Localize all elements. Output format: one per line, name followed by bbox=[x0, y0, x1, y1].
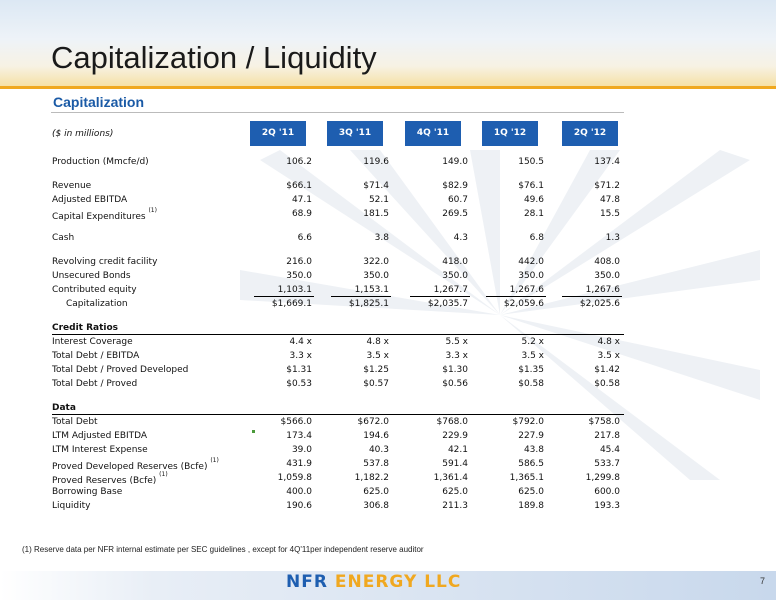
table-cell: 3.3 x bbox=[289, 351, 312, 361]
row-label-text: Unsecured Bonds bbox=[52, 271, 131, 281]
column-header: 3Q '11 bbox=[327, 121, 383, 146]
row-label-text: Production (Mmcfe/d) bbox=[52, 157, 149, 167]
row-label-text: Data bbox=[52, 403, 76, 413]
table-cell: 45.4 bbox=[599, 445, 620, 455]
company-logo bbox=[286, 572, 461, 592]
table-cell: 42.1 bbox=[447, 445, 468, 455]
table-cell: 68.9 bbox=[291, 209, 312, 219]
header-rule bbox=[0, 86, 776, 89]
table-cell: 40.3 bbox=[368, 445, 389, 455]
table-cell: $792.0 bbox=[512, 417, 544, 427]
table-cell: 591.4 bbox=[442, 459, 468, 469]
table-cell: 1,299.8 bbox=[585, 473, 620, 483]
table-cell: 4.4 x bbox=[289, 337, 312, 347]
row-label bbox=[52, 269, 131, 283]
row-label-text: Total Debt / EBITDA bbox=[52, 351, 140, 361]
table-cell: 431.9 bbox=[286, 459, 312, 469]
table-row bbox=[52, 335, 624, 349]
row-label bbox=[52, 155, 149, 169]
table-cell: $71.4 bbox=[363, 181, 389, 191]
section-title: Capitalization bbox=[53, 94, 145, 110]
table-cell: 442.0 bbox=[518, 257, 544, 267]
table-cell: 173.4 bbox=[286, 431, 312, 441]
table-cell: 1.3 bbox=[605, 233, 620, 243]
table-row bbox=[52, 193, 624, 207]
row-label-text: Total Debt / Proved Developed bbox=[52, 365, 189, 375]
units-label: ($ in millions) bbox=[52, 129, 114, 139]
table-cell: 47.8 bbox=[599, 195, 620, 205]
table-cell: $1.35 bbox=[518, 365, 544, 375]
table-row bbox=[52, 457, 624, 471]
table-row bbox=[52, 363, 624, 377]
row-label bbox=[52, 429, 147, 443]
table-row bbox=[52, 377, 624, 391]
table-cell: 60.7 bbox=[447, 195, 468, 205]
table-cell: $2,035.7 bbox=[427, 299, 468, 309]
subtotal-rule bbox=[486, 296, 546, 297]
logo-nfr: NFR bbox=[286, 572, 328, 592]
table-cell: 1,267.6 bbox=[509, 285, 544, 295]
table-cell: 119.6 bbox=[363, 157, 389, 167]
table-row bbox=[52, 321, 624, 335]
table-cell: 28.1 bbox=[523, 209, 544, 219]
logo-energy: ENERGY LLC bbox=[334, 572, 462, 592]
page-number: 7 bbox=[760, 576, 766, 586]
subtotal-rule bbox=[562, 296, 622, 297]
table-row bbox=[52, 283, 624, 297]
table-cell: 1,059.8 bbox=[277, 473, 312, 483]
row-label bbox=[52, 255, 157, 269]
table-cell: 137.4 bbox=[594, 157, 620, 167]
section-rule bbox=[52, 334, 624, 335]
table-cell: 1,361.4 bbox=[433, 473, 468, 483]
table-cell: $0.58 bbox=[518, 379, 544, 389]
table-cell: 217.8 bbox=[594, 431, 620, 441]
table-cell: $1.31 bbox=[286, 365, 312, 375]
table-cell: $76.1 bbox=[518, 181, 544, 191]
row-label-text: Proved Reserves (Bcfe) bbox=[52, 476, 157, 486]
row-label bbox=[52, 377, 137, 391]
table-cell: 5.2 x bbox=[521, 337, 544, 347]
table-cell: $71.2 bbox=[594, 181, 620, 191]
slide-title: Capitalization / Liquidity bbox=[51, 40, 377, 75]
table-cell: 47.1 bbox=[291, 195, 312, 205]
row-label-text: LTM Interest Expense bbox=[52, 445, 148, 455]
table-cell: 1,103.1 bbox=[277, 285, 312, 295]
table-cell: $758.0 bbox=[588, 417, 620, 427]
table-row bbox=[52, 443, 624, 457]
row-label bbox=[52, 349, 139, 363]
table-cell: 4.8 x bbox=[366, 337, 389, 347]
table-cell: 194.6 bbox=[363, 431, 389, 441]
row-label-text: Liquidity bbox=[52, 501, 91, 511]
table-cell: 39.0 bbox=[291, 445, 312, 455]
table-cell: 229.9 bbox=[442, 431, 468, 441]
footnote-ref: (1) bbox=[159, 471, 168, 478]
table-cell: 193.3 bbox=[594, 501, 620, 511]
row-label bbox=[52, 193, 127, 207]
table-cell: 400.0 bbox=[286, 487, 312, 497]
column-header: 2Q '12 bbox=[562, 121, 618, 146]
table-cell: 350.0 bbox=[363, 271, 389, 281]
table-cell: 4.3 bbox=[453, 233, 468, 243]
column-header: 2Q '11 bbox=[250, 121, 306, 146]
row-label-text: Contributed equity bbox=[52, 285, 137, 295]
table-row bbox=[52, 429, 624, 443]
table-cell: 189.8 bbox=[518, 501, 544, 511]
row-label-text: Borrowing Base bbox=[52, 487, 123, 497]
table-cell: $1,825.1 bbox=[348, 299, 389, 309]
table-cell: 150.5 bbox=[518, 157, 544, 167]
table-cell: 49.6 bbox=[523, 195, 544, 205]
table-row bbox=[52, 471, 624, 485]
table-cell: 350.0 bbox=[442, 271, 468, 281]
table-cell: $768.0 bbox=[436, 417, 468, 427]
table-row bbox=[52, 255, 624, 269]
table-cell: 533.7 bbox=[594, 459, 620, 469]
table-row bbox=[52, 349, 624, 363]
section-rule bbox=[52, 414, 624, 415]
table-cell: $82.9 bbox=[442, 181, 468, 191]
table-cell: $0.53 bbox=[286, 379, 312, 389]
table-cell: 350.0 bbox=[518, 271, 544, 281]
row-label-text: Capitalization bbox=[66, 299, 128, 309]
table-row bbox=[52, 485, 624, 499]
row-label bbox=[52, 363, 188, 377]
row-label bbox=[66, 297, 128, 311]
row-label bbox=[52, 231, 74, 245]
section-rule bbox=[51, 112, 624, 113]
table-cell: $672.0 bbox=[357, 417, 389, 427]
column-header: 1Q '12 bbox=[482, 121, 538, 146]
row-label-text: Total Debt bbox=[52, 417, 98, 427]
column-header: 4Q '11 bbox=[405, 121, 461, 146]
table-row bbox=[52, 297, 624, 311]
row-label-text: Revolving credit facility bbox=[52, 257, 158, 267]
table-row bbox=[52, 231, 624, 245]
row-label bbox=[52, 485, 122, 499]
table-cell: 5.5 x bbox=[445, 337, 468, 347]
table-cell: $566.0 bbox=[280, 417, 312, 427]
row-label-text: Cash bbox=[52, 233, 75, 243]
table-cell: 625.0 bbox=[442, 487, 468, 497]
table-cell: 1,365.1 bbox=[509, 473, 544, 483]
table-cell: 408.0 bbox=[594, 257, 620, 267]
table-cell: $1.42 bbox=[594, 365, 620, 375]
table-cell: 306.8 bbox=[363, 501, 389, 511]
subtotal-rule bbox=[331, 296, 391, 297]
table-cell: 6.8 bbox=[529, 233, 544, 243]
row-label-text: LTM Adjusted EBITDA bbox=[52, 431, 148, 441]
row-label-text: Adjusted EBITDA bbox=[52, 195, 128, 205]
table-cell: 1,182.2 bbox=[354, 473, 389, 483]
table-cell: 3.5 x bbox=[521, 351, 544, 361]
table-cell: 600.0 bbox=[594, 487, 620, 497]
table-cell: 181.5 bbox=[363, 209, 389, 219]
table-cell: $0.57 bbox=[363, 379, 389, 389]
row-label-text: Interest Coverage bbox=[52, 337, 133, 347]
row-label bbox=[52, 207, 157, 224]
row-label bbox=[52, 321, 118, 335]
table-cell: 106.2 bbox=[286, 157, 312, 167]
table-cell: 1,267.7 bbox=[433, 285, 468, 295]
table-row bbox=[52, 499, 624, 513]
row-label bbox=[52, 443, 148, 457]
table-cell: 43.8 bbox=[523, 445, 544, 455]
table-cell: 190.6 bbox=[286, 501, 312, 511]
table-cell: 537.8 bbox=[363, 459, 389, 469]
row-label bbox=[52, 335, 133, 349]
table-cell: 586.5 bbox=[518, 459, 544, 469]
table-row bbox=[52, 415, 624, 429]
row-label-text: Revenue bbox=[52, 181, 92, 191]
table-cell: 149.0 bbox=[442, 157, 468, 167]
subtotal-rule bbox=[410, 296, 470, 297]
table-cell: $0.56 bbox=[442, 379, 468, 389]
table-cell: 350.0 bbox=[594, 271, 620, 281]
row-label bbox=[52, 499, 91, 513]
table-cell: 4.8 x bbox=[597, 337, 620, 347]
row-label-text: Credit Ratios bbox=[52, 323, 119, 333]
table-row bbox=[52, 207, 624, 221]
row-label-text: Capital Expenditures bbox=[52, 212, 146, 222]
table-cell: $2,059.6 bbox=[503, 299, 544, 309]
row-label bbox=[52, 179, 91, 193]
row-label bbox=[52, 283, 137, 297]
table-cell: $0.58 bbox=[594, 379, 620, 389]
table-cell: 1,153.1 bbox=[354, 285, 389, 295]
footnote-ref: (1) bbox=[210, 457, 219, 464]
green-marker bbox=[252, 430, 255, 433]
table-cell: $1,669.1 bbox=[271, 299, 312, 309]
table-cell: 3.5 x bbox=[366, 351, 389, 361]
row-label bbox=[52, 401, 76, 415]
table-cell: 6.6 bbox=[297, 233, 312, 243]
table-cell: 216.0 bbox=[286, 257, 312, 267]
table-row bbox=[52, 155, 624, 169]
footnote-ref: (1) bbox=[148, 207, 157, 214]
table-cell: 418.0 bbox=[442, 257, 468, 267]
row-label-text: Proved Developed Reserves (Bcfe) bbox=[52, 462, 208, 472]
subtotal-rule bbox=[254, 296, 314, 297]
table-cell: 350.0 bbox=[286, 271, 312, 281]
table-cell: 625.0 bbox=[518, 487, 544, 497]
table-cell: 1,267.6 bbox=[585, 285, 620, 295]
table-row bbox=[52, 269, 624, 283]
table-cell: 3.5 x bbox=[597, 351, 620, 361]
table-cell: 269.5 bbox=[442, 209, 468, 219]
table-cell: $66.1 bbox=[286, 181, 312, 191]
table-cell: 227.9 bbox=[518, 431, 544, 441]
table-row bbox=[52, 401, 624, 415]
table-cell: $1.25 bbox=[363, 365, 389, 375]
table-cell: $1.30 bbox=[442, 365, 468, 375]
table-cell: $2,025.6 bbox=[579, 299, 620, 309]
table-row bbox=[52, 179, 624, 193]
table-cell: 3.8 bbox=[374, 233, 389, 243]
row-label-text: Total Debt / Proved bbox=[52, 379, 138, 389]
table-cell: 211.3 bbox=[442, 501, 468, 511]
table-cell: 625.0 bbox=[363, 487, 389, 497]
table-cell: 3.3 x bbox=[445, 351, 468, 361]
table-cell: 52.1 bbox=[368, 195, 389, 205]
table-cell: 15.5 bbox=[599, 209, 620, 219]
footnote: (1) Reserve data per NFR internal estimate per SEC guidelines , except for 4Q'11per independent reserve auditor bbox=[22, 545, 424, 554]
table-cell: 322.0 bbox=[363, 257, 389, 267]
row-label bbox=[52, 415, 98, 429]
